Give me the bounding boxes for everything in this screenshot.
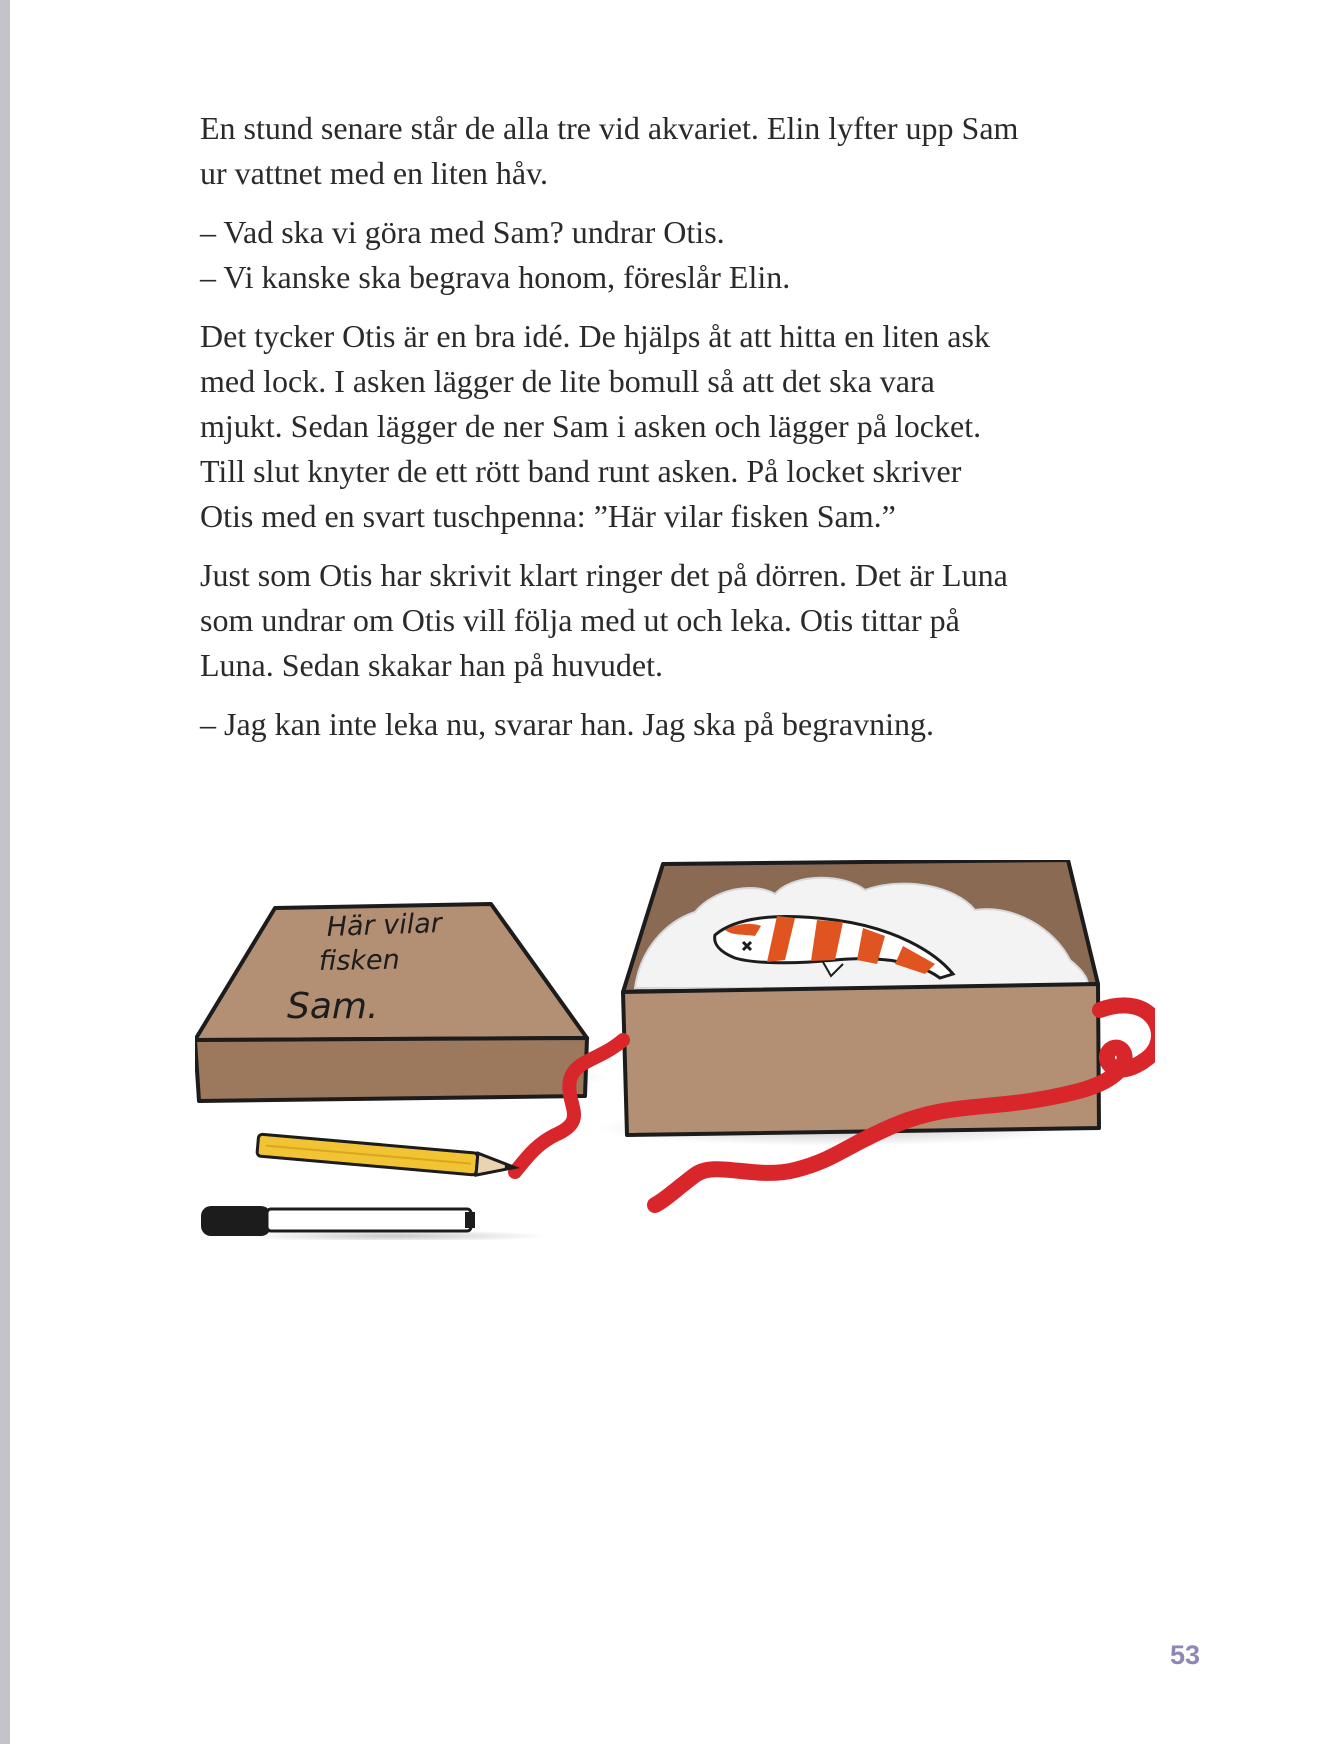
black-marker — [201, 1206, 475, 1236]
page-binding-edge — [0, 0, 10, 1744]
paragraph-2: Det tycker Otis är en bra idé. De hjälps åt att hitta en liten ask med lock. I asken lägger de lite bomull så att det ska vara mjukt. Sedan lägger de ner Sam i asken och lägger på locket. Till slut knyter de ett rött band runt asken. På locket skriver Otis med en svart tuschpenna: ”Här vilar fisken Sam.” — [200, 318, 990, 534]
box-lid — [195, 904, 587, 1101]
dialog-line-elin: – Vi kanske ska begrava honom, föreslår Elin. — [200, 259, 791, 295]
page-number: 53 — [1170, 1640, 1201, 1670]
story-text — [200, 106, 1020, 761]
burial-box-illustration — [195, 860, 1155, 1240]
dialog-line-otis: – Vad ska vi göra med Sam? undrar Otis. — [200, 214, 725, 250]
dialog-line-otis-reply: – Jag kan inte leka nu, svarar han. Jag ska på begravning. — [200, 706, 934, 742]
lid-inscription-line-3: Sam. — [287, 986, 379, 1027]
lid-inscription-line-1: Här vilar — [326, 907, 443, 943]
paragraph-1: En stund senare står de alla tre vid akvariet. Elin lyfter upp Sam ur vattnet med en liten håv. — [200, 110, 1019, 191]
lid-inscription-line-2: fisken — [318, 944, 400, 977]
paragraph-3: Just som Otis har skrivit klart ringer det på dörren. Det är Luna som undrar om Otis vill följa med ut och leka. Otis tittar på Luna. Sedan skakar han på huvudet. — [200, 557, 1008, 683]
pencil — [257, 1134, 520, 1179]
